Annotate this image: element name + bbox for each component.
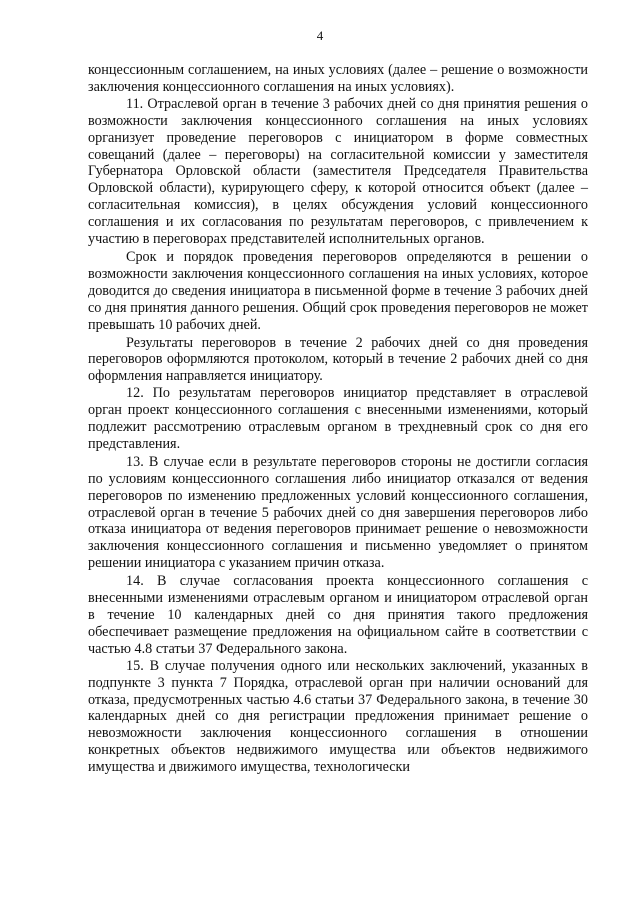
document-body	[88, 62, 588, 776]
page-number: 4	[316, 28, 324, 43]
paragraph-clause-15: 15. В случае получения одного или нескольких заключений, указанных в подпункте 3 пункта 7 Порядка, отраслевой орган при наличии оснований для отказа, предусмотренных частью 4.6 статьи 37 Федерального закона, в течение 30 календарных дней со дня регистрации предложения принимает решение о невозможности заключения концессионного соглашения в отношении конкретных объектов недвижимого имущества или объектов недвижимого имущества и движимого имущества, технологически	[88, 657, 588, 776]
paragraph-clause-13: 13. В случае если в результате переговоров стороны не достигли согласия по условиям концессионного соглашения либо инициатор отказался от ведения переговоров по изменению предложенных условий концессионного соглашения, отраслевой орган в течение 5 рабочих дней со дня завершения переговоров либо отказа инициатора от ведения переговоров принимает решение о невозможности заключения концессионного соглашения и письменно уведомляет о принятом решении инициатора с указанием причин отказа.	[88, 453, 588, 572]
paragraph-clause-14: 14. В случае согласования проекта концессионного соглашения с внесенными изменениями отраслевым органом и инициатором отраслевой орган в течение 10 календарных дней со дня принятия такого предложения обеспечивает размещение предложения на официальном сайте в соответствии с частью 4.8 статьи 37 Федерального закона.	[88, 573, 588, 657]
paragraph-clause-11: 11. Отраслевой орган в течение 3 рабочих дней со дня принятия решения о возможности заключения концессионного соглашения на иных условиях организует проведение переговоров с инициатором в форме совместных совещаний (далее – переговоры) на согласительной комиссии у заместителя Губернатора Орловской области (заместителя Председателя Правительства Орловской области), курирующего сферу, к которой относится объект (далее – согласительная комиссия), в целях обсуждения условий концессионного соглашения и их согласования по результатам переговоров, с привлечением к участию в переговорах представителей исполнительных органов.	[88, 95, 588, 248]
paragraph-continuation: концессионным соглашением, на иных условиях (далее – решение о возможности заключения концессионного соглашения на иных условиях).	[88, 62, 588, 95]
paragraph-negotiation-terms: Срок и порядок проведения переговоров определяются в решении о возможности заключения концессионного соглашения на иных условиях, которое доводится до сведения инициатора в письменной форме в течение 3 рабочих дней со дня принятия данного решения. Общий срок проведения переговоров не может превышать 10 рабочих дней.	[88, 248, 588, 333]
paragraph-negotiation-results: Результаты переговоров в течение 2 рабочих дней со дня проведения переговоров оформляются протоколом, который в течение 2 рабочих дней со дня оформления направляется инициатору.	[88, 334, 588, 385]
paragraph-clause-12: 12. По результатам переговоров инициатор представляет в отраслевой орган проект концессионного соглашения с внесенными изменениями, который подлежит рассмотрению отраслевым органом в трехдневный срок со дня его представления.	[88, 385, 588, 452]
